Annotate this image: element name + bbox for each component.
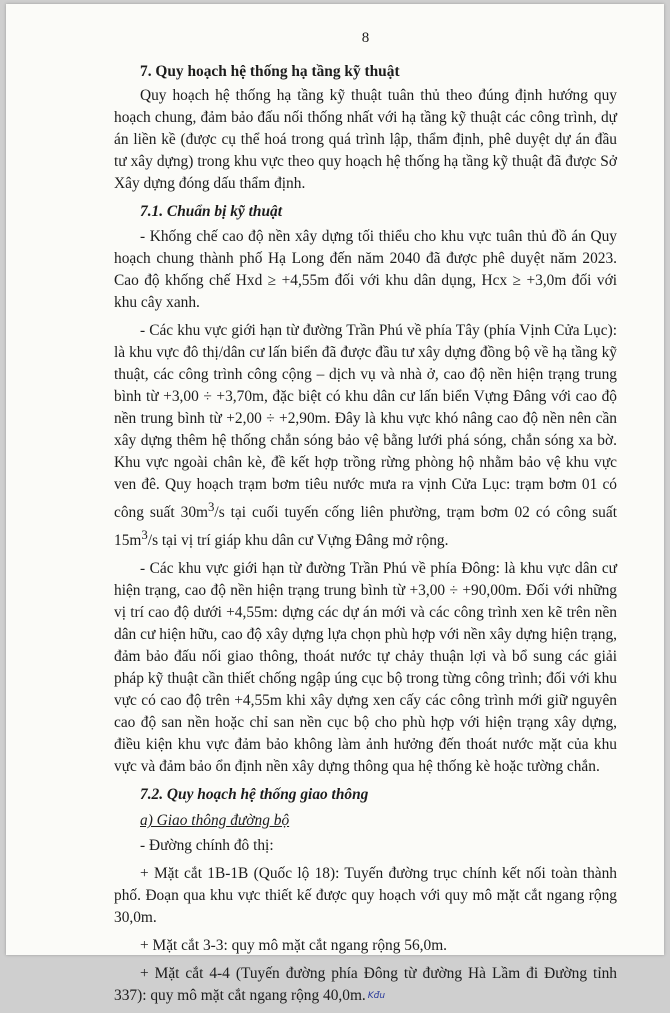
superscript: 3: [208, 500, 215, 514]
line-section-4: [114, 963, 617, 1007]
superscript: 3: [141, 528, 148, 543]
paragraph-7-intro: Quy hoạch hệ thống hạ tầng kỹ thuật tuân thủ theo đúng định hướng quy hoạch chung, đảm bảo đấu nối thống nhất với hạ tầng kỹ thuật các công trình, dự án liền kề (được cụ thể hoá trong quá trình lập, thẩm định, phê duyệt dự án đầu tư xây dựng) trong khu vực theo quy hoạch hệ thống hạ tầng kỹ thuật đã được Sở Xây dựng đóng dấu thẩm định.: [114, 87, 617, 192]
paragraph-7-1-elevation: - Khống chế cao độ nền xây dựng tối thiểu cho khu vực tuân thủ đồ án Quy hoạch chung thành phố Hạ Long đến năm 2040 đã được phê duyệt năm 2023. Cao độ khống chế Hxd ≥ +4,55m đối với khu dân dụng, Hcx ≥ +3,0m đối với khu cây xanh.: [114, 228, 617, 311]
paragraph-7-1-west-area: [114, 320, 617, 552]
text-run: /s tại vị trí giáp khu dân cư Vựng Đâng mở rộng.: [147, 532, 449, 550]
text-run: /s tại cuối tuyến cống liên phường, trạm bơm 02 có công suất 15m: [114, 504, 617, 550]
section-heading-7: 7. Quy hoạch hệ thống hạ tầng kỹ thuật: [140, 63, 400, 80]
section-heading-7-1: 7.1. Chuẩn bị kỹ thuật: [140, 203, 282, 220]
page-content: [114, 30, 617, 1013]
paragraph-7-1-east-area: - Các khu vực giới hạn từ đường Trần Phú về phía Đông: là khu vực dân cư hiện trạng, cao độ nền hiện trạng trung bình từ +3,00 ÷ +90,00m. Đối với những vị trí cao độ dưới +4,55m: dựng các dự án mới và các công trình xen kẽ trên nền dân cư hiện hữu, cao độ xây dựng lựa chọn phù hợp với nền xây dựng hiện trạng, đảm bảo đấu nối giao thông, thoát nước tự chảy thuận lợi và bổ sung các giải pháp kỹ thuật cần thiết chống ngập úng cục bộ trong từng công trình; đối với khu vực có cao độ trên +4,55m khi xây dựng xen cấy các công trình mới giữ nguyên cao độ san nền hoặc chỉ san nền cục bộ cho phù hợp với hiện trạng xây dựng, điều kiện khu vực đảm bảo không làm ảnh hưởng đến thoát nước mặt của khu vực và đảm bảo ổn định nền xây dựng thông qua hệ thống kè hoặc tường chắn.: [114, 560, 617, 776]
line-section-1b: + Mặt cắt 1B-1B (Quốc lộ 18): Tuyến đường trục chính kết nối toàn thành phố. Đoạn qua khu vực thiết kế được quy hoạch với quy mô mặt cắt ngang rộng 30,0m.: [114, 865, 617, 927]
line-main-roads: - Đường chính đô thị:: [140, 837, 274, 855]
page-number: 8: [361, 30, 370, 46]
line-section-3: + Mặt cắt 3-3: quy mô mặt cắt ngang rộng 56,0m.: [140, 937, 448, 955]
handwritten-initials: Kđu: [367, 991, 386, 1002]
section-heading-7-2: 7.2. Quy hoạch hệ thống giao thông: [140, 786, 369, 804]
text-run: - Các khu vực giới hạn từ đường Trần Phú về phía Tây (phía Vịnh Cửa Lục): là khu vực đô thị/dân cư lấn biển đã được đầu tư xây dựng đồng bộ về hạ tầng kỹ thuật, các công trình công cộng – dịch vụ và nhà ở, cao độ nền hiện trạng trung bình từ +3,00 ÷ +3,70m, đặc biệt có khu dân cư lấn biển Vựng Đâng với cao độ nền trung bình từ +2,00 ÷ +2,90m. Đây là khu vực khó nâng cao độ nền nên cần xây dựng thêm hệ thống chắn sóng bảo vệ bằng lưới phá sóng, chắn sóng xa bờ. Khu vực ngoài chân kè, đề kết hợp trồng rừng phòng hộ nhằm bảo vệ khu vực ven đê. Quy hoạch trạm bơm tiêu nước mưa ra vịnh Cửa Lục: trạm bơm 01 có công suất 30m: [114, 322, 617, 522]
text-run: + Mặt cắt 4-4 (Tuyến đường phía Đông từ đường Hà Lầm đi Đường tỉnh 337): quy mô mặt cắt ngang rộng 40,0m.: [114, 965, 617, 1005]
document-page: [6, 4, 664, 1005]
subheading-road-traffic: a) Giao thông đường bộ: [140, 812, 290, 830]
